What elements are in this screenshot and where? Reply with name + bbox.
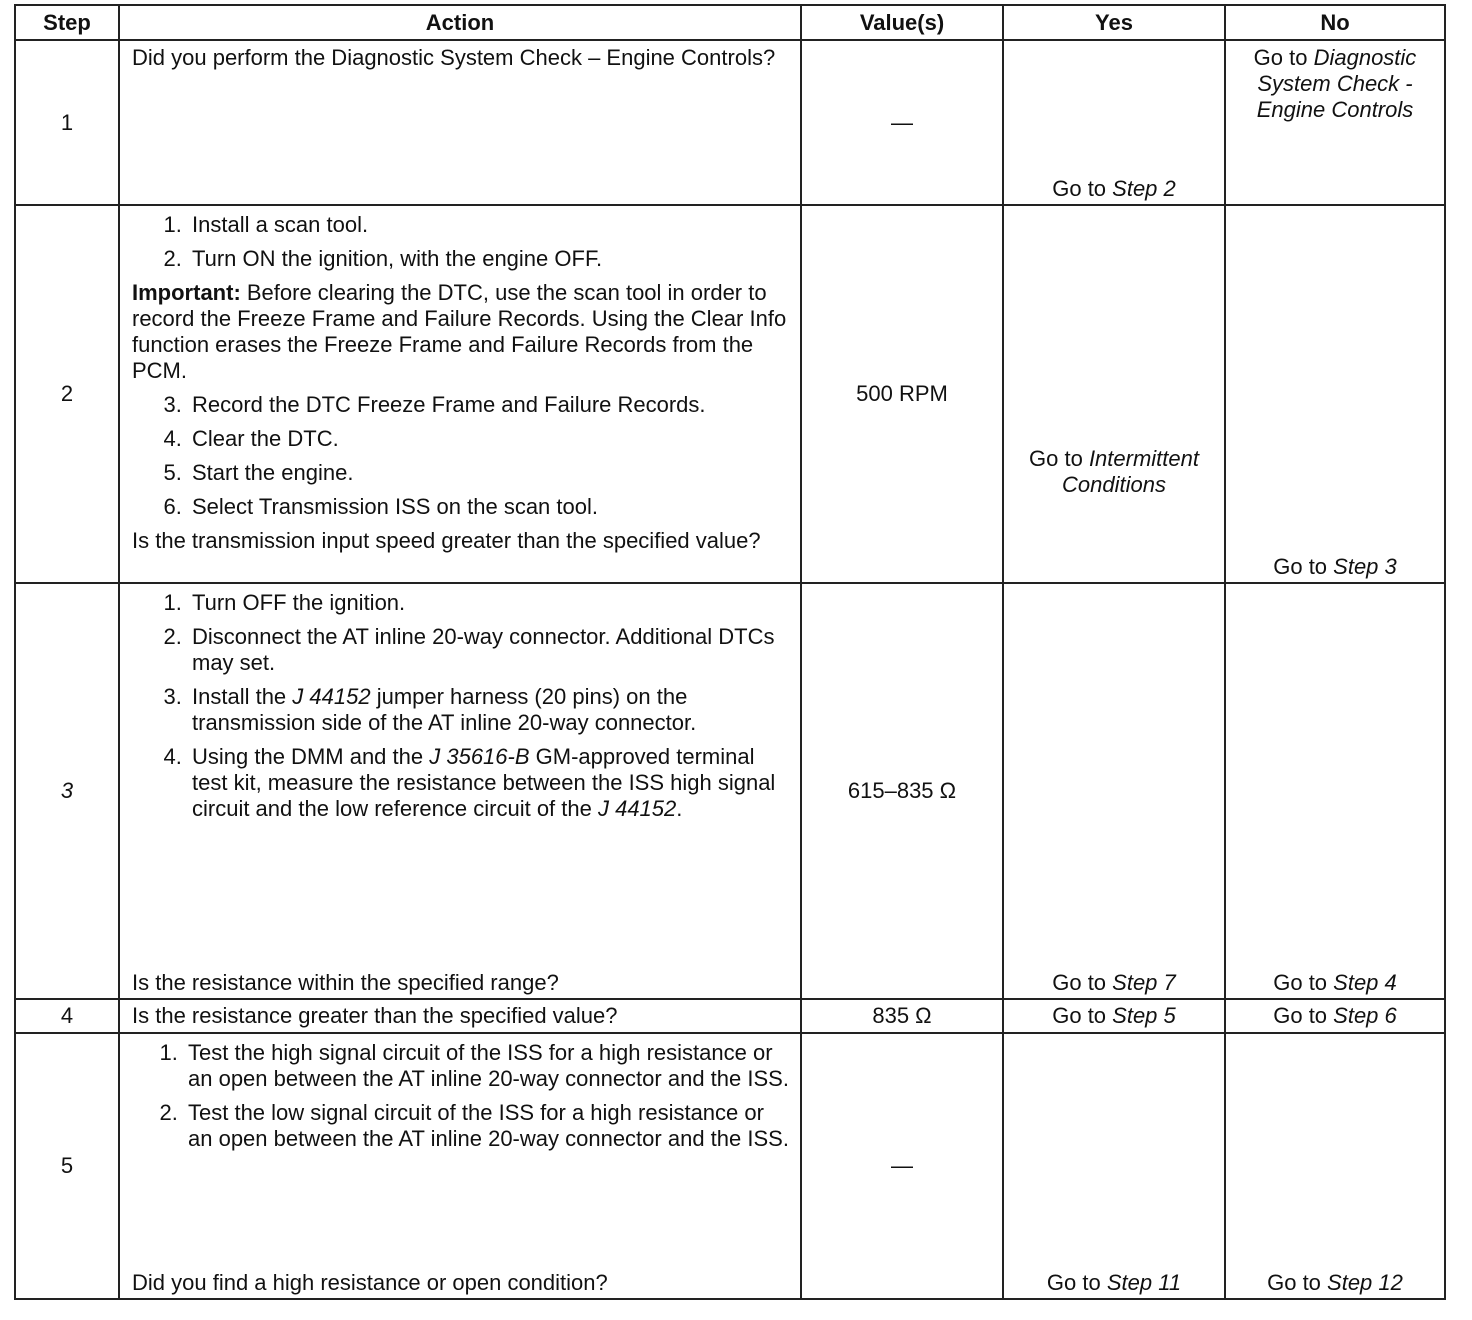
yes-prefix: Go to <box>1052 970 1113 995</box>
value-cell: 835 Ω <box>801 999 1003 1033</box>
action-item: 1. Turn OFF the ignition. <box>188 590 790 616</box>
action-cell <box>119 999 801 1033</box>
no-target: Step 4 <box>1333 970 1397 995</box>
action-list <box>132 590 790 822</box>
header-step: Step <box>15 5 119 40</box>
action-item <box>188 684 790 736</box>
table-row-step-1 <box>15 40 1445 205</box>
yes-link[interactable] <box>1004 176 1224 202</box>
no-target: Step 3 <box>1333 554 1397 579</box>
yes-target: Step 11 <box>1106 1270 1182 1295</box>
table-row-step-3 <box>15 583 1445 999</box>
no-cell <box>1225 40 1445 205</box>
step-number: 3 <box>15 583 119 999</box>
action-item: 2. Test the low signal circuit of the ISS for a high resistance or an open between the AT inline 20-way connector and the ISS. <box>184 1100 790 1152</box>
action-question: Is the resistance greater than the specified value? <box>132 1003 618 1028</box>
action-question: Did you perform the Diagnostic System Check – Engine Controls? <box>132 45 776 70</box>
important-label: Important: <box>132 280 241 305</box>
tool-reference: J 44152 <box>597 796 677 821</box>
yes-link[interactable] <box>1004 446 1224 498</box>
yes-link[interactable] <box>1052 1003 1176 1028</box>
action-question: Is the resistance within the specified range? <box>132 970 559 995</box>
no-cell <box>1225 583 1445 999</box>
yes-target: Step 5 <box>1112 1003 1176 1028</box>
yes-prefix: Go to <box>1029 446 1089 471</box>
yes-cell <box>1003 1033 1225 1299</box>
no-prefix: Go to <box>1273 970 1334 995</box>
action-item: 1. Test the high signal circuit of the ISS for a high resistance or an open between the AT inline 20-way connector and the ISS. <box>184 1040 790 1092</box>
no-prefix: Go to <box>1253 45 1314 70</box>
no-link[interactable] <box>1226 970 1444 996</box>
step-number: 2 <box>15 205 119 583</box>
action-cell <box>119 583 801 999</box>
action-item: 3. Record the DTC Freeze Frame and Failure Records. <box>188 392 790 418</box>
no-cell <box>1225 205 1445 583</box>
action-list-a <box>132 212 790 272</box>
no-target: Step 12 <box>1327 1270 1403 1295</box>
item-text: . <box>676 796 683 821</box>
diagnostic-table <box>14 4 1446 1300</box>
table-row-step-4 <box>15 999 1445 1033</box>
yes-cell <box>1003 205 1225 583</box>
value-cell: — <box>801 1033 1003 1299</box>
no-link[interactable] <box>1226 1270 1444 1296</box>
yes-target: Intermittent Conditions <box>1062 446 1199 497</box>
header-row <box>15 5 1445 40</box>
tool-reference: J 44152 <box>292 684 371 709</box>
action-item: 6. Select Transmission ISS on the scan tool. <box>188 494 790 520</box>
no-target: Step 6 <box>1333 1003 1397 1028</box>
yes-cell <box>1003 583 1225 999</box>
action-question: Is the transmission input speed greater than the specified value? <box>132 528 761 553</box>
value-cell: 615–835 Ω <box>801 583 1003 999</box>
value-cell: — <box>801 40 1003 205</box>
step-number: 5 <box>15 1033 119 1299</box>
yes-prefix: Go to <box>1052 1003 1113 1028</box>
no-cell <box>1225 999 1445 1033</box>
no-link[interactable] <box>1273 1003 1397 1028</box>
action-item: 2. Disconnect the AT inline 20-way connector. Additional DTCs may set. <box>188 624 790 676</box>
action-cell <box>119 205 801 583</box>
item-text: jumper harness (20 pins) on the transmission side of the AT inline 20-way connector. <box>192 684 697 735</box>
item-text: Using the DMM and the <box>192 744 430 769</box>
no-prefix: Go to <box>1273 554 1334 579</box>
yes-cell <box>1003 40 1225 205</box>
diagnostic-table-sheet <box>14 4 1444 1300</box>
action-question: Did you find a high resistance or open condition? <box>132 1270 608 1295</box>
yes-target: Step 7 <box>1112 970 1176 995</box>
no-cell <box>1225 1033 1445 1299</box>
action-item <box>188 744 790 822</box>
action-list <box>132 1040 790 1152</box>
no-link[interactable] <box>1226 45 1444 123</box>
yes-prefix: Go to <box>1052 176 1113 201</box>
action-item: 2. Turn ON the ignition, with the engine OFF. <box>188 246 790 272</box>
action-cell <box>119 1033 801 1299</box>
value-cell: 500 RPM <box>801 205 1003 583</box>
no-target: Diagnostic System Check - Engine Controls <box>1256 45 1417 122</box>
yes-target: Step 2 <box>1112 176 1176 201</box>
step-number: 1 <box>15 40 119 205</box>
item-text: Install the <box>192 684 293 709</box>
important-text: Before clearing the DTC, use the scan tool in order to record the Freeze Frame and Failure Records. Using the Clear Info function erases the Freeze Frame and Failure Records from the PCM. <box>132 280 787 383</box>
header-action: Action <box>119 5 801 40</box>
header-values: Value(s) <box>801 5 1003 40</box>
action-list-b <box>132 392 790 520</box>
no-link[interactable] <box>1226 554 1444 580</box>
tool-reference: J 35616-B <box>429 744 530 769</box>
yes-cell <box>1003 999 1225 1033</box>
action-item: 5. Start the engine. <box>188 460 790 486</box>
no-prefix: Go to <box>1267 1270 1328 1295</box>
no-prefix: Go to <box>1273 1003 1334 1028</box>
header-no: No <box>1225 5 1445 40</box>
action-item: 1. Install a scan tool. <box>188 212 790 238</box>
step-number: 4 <box>15 999 119 1033</box>
action-cell <box>119 40 801 205</box>
important-note <box>132 280 790 384</box>
table-row-step-5 <box>15 1033 1445 1299</box>
table-row-step-2 <box>15 205 1445 583</box>
item-text: GM-approved terminal test kit, measure the resistance between the ISS high signal circuit and the low reference circuit of the <box>192 744 776 821</box>
header-yes: Yes <box>1003 5 1225 40</box>
yes-link[interactable] <box>1004 1270 1224 1296</box>
yes-prefix: Go to <box>1046 1270 1107 1295</box>
action-item: 4. Clear the DTC. <box>188 426 790 452</box>
yes-link[interactable] <box>1004 970 1224 996</box>
